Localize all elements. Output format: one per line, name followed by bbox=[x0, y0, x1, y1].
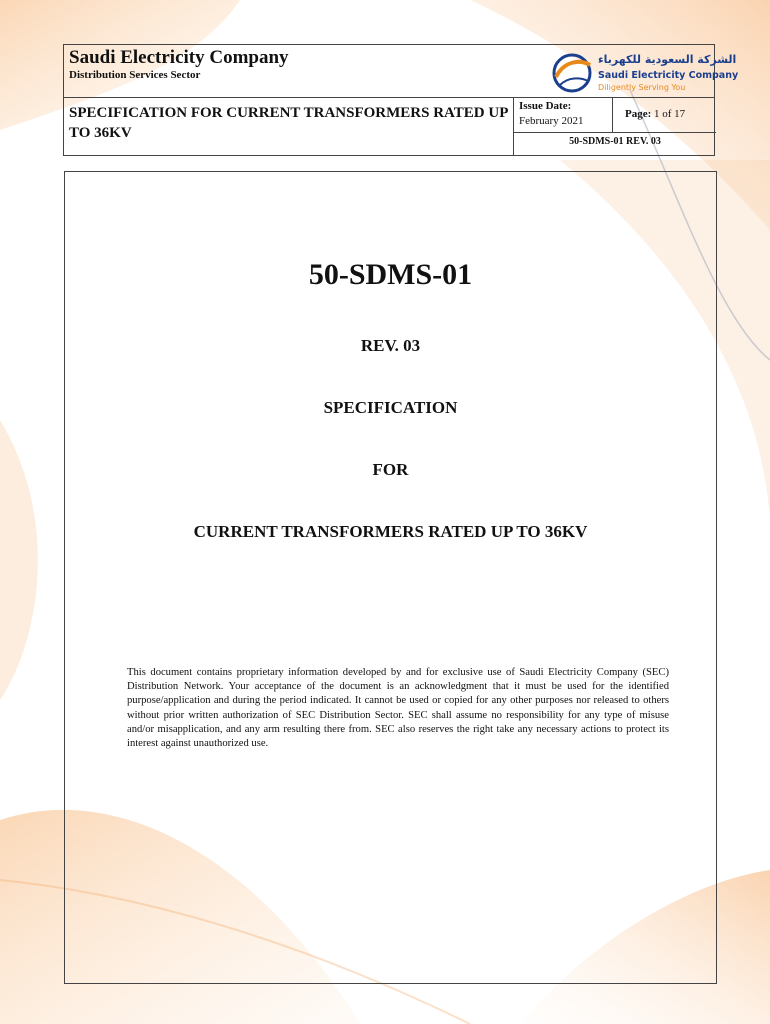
page-label: Page: bbox=[625, 108, 652, 120]
revision: REV. 03 bbox=[360, 336, 421, 355]
doc-code-cell bbox=[513, 132, 716, 155]
header-spec-block bbox=[63, 98, 715, 156]
page-number-cell bbox=[612, 98, 716, 133]
cover-frame bbox=[64, 171, 717, 984]
heading-for: FOR bbox=[372, 460, 409, 479]
logo-english-name: Saudi Electricity Company bbox=[598, 70, 739, 81]
issue-date-label: Issue Date: bbox=[519, 100, 572, 112]
doc-code-header: 50-SDMS-01 REV. 03 bbox=[569, 136, 661, 147]
spec-title: SPECIFICATION FOR CURRENT TRANSFORMERS RATED UP TO 36KV bbox=[69, 105, 508, 141]
document-subject: CURRENT TRANSFORMERS RATED UP TO 36KV bbox=[193, 522, 588, 541]
document-number: 50-SDMS-01 bbox=[308, 258, 473, 291]
company-name: Saudi Electricity Company bbox=[69, 47, 289, 68]
page-value: 1 of 17 bbox=[654, 108, 686, 120]
logo-arabic-name: الشركة السعودية للكهرباء bbox=[598, 53, 737, 66]
proprietary-notice: This document contains proprietary information developed by and for exclusive use of Saudi Electricity Company (SEC) Distribution Network. Your acceptance of the document is an acknowledgment that it must be used for the identified purpose/application and during the period indicated. It cannot be used or copied for any other purposes nor released to others without prior written authorization of SEC Distribution Sector. SEC shall assume no responsibility for any type of misuse and/or misapplication, and any arm resulting there from. SEC also reserves the right take any necessary actions to protect its interest against unauthorized use. bbox=[127, 667, 669, 750]
sector-name: Distribution Services Sector bbox=[69, 69, 201, 81]
heading-specification: SPECIFICATION bbox=[323, 398, 458, 417]
header-company-block bbox=[63, 44, 739, 98]
sec-globe-logo-icon bbox=[550, 51, 594, 95]
issue-date-cell bbox=[513, 98, 613, 133]
company-logo bbox=[550, 49, 739, 97]
issue-date-value: February 2021 bbox=[519, 115, 584, 127]
page-number bbox=[625, 108, 685, 120]
logo-tagline: Diligently Serving You bbox=[598, 83, 686, 92]
